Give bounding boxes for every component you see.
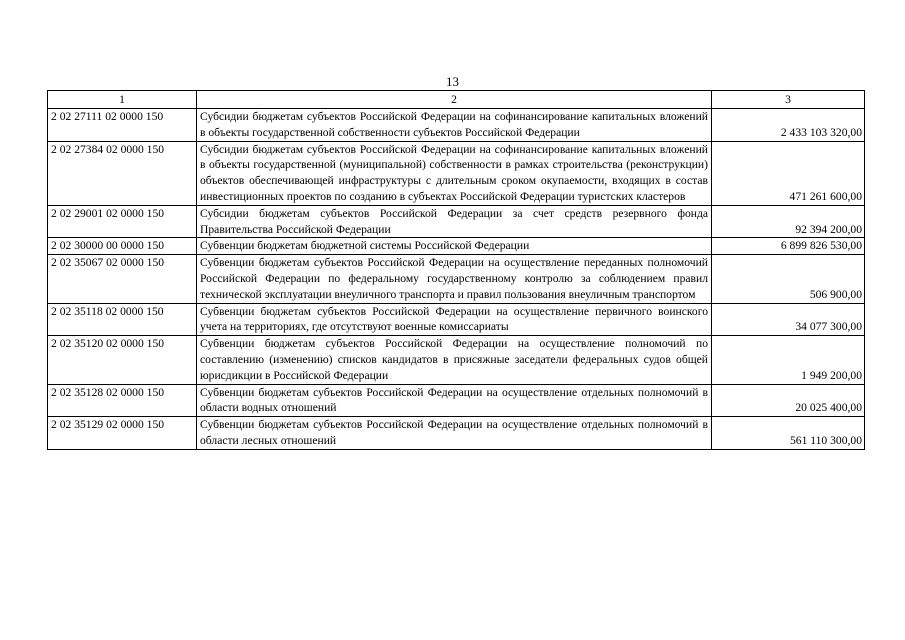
amount-cell: 6 899 826 530,00 [712, 238, 865, 255]
table-row [48, 238, 865, 255]
table-row [48, 384, 865, 417]
budget-code-cell: 2 02 35067 02 0000 150 [48, 255, 197, 303]
column-header-code: 1 [48, 91, 197, 109]
budget-code-cell: 2 02 35118 02 0000 150 [48, 303, 197, 336]
revenue-name-cell: Субсидии бюджетам субъектов Российской Федерации на софинансирование капитальных вложений в объекты государственной (муниципальной) собственности в рамках строительства (реконструкции) объектов обеспечивающей инфраструктуры с длительным сроком окупаемости, входящих в состав инвестиционных проектов по созданию в субъектах Российской Федерации туристских кластеров [197, 141, 712, 205]
column-header-amount: 3 [712, 91, 865, 109]
amount-cell: 20 025 400,00 [712, 384, 865, 417]
revenue-name-cell: Субвенции бюджетам бюджетной системы Российской Федерации [197, 238, 712, 255]
budget-revenue-table [47, 90, 865, 450]
table-row [48, 109, 865, 142]
revenue-name-cell: Субвенции бюджетам субъектов Российской Федерации на осуществление первичного воинского учета на территориях, где отсутствуют военные комиссариаты [197, 303, 712, 336]
budget-code-cell: 2 02 35120 02 0000 150 [48, 336, 197, 384]
table-row [48, 141, 865, 205]
budget-code-cell: 2 02 29001 02 0000 150 [48, 205, 197, 238]
page-number: 13 [446, 74, 459, 89]
amount-cell: 1 949 200,00 [712, 336, 865, 384]
column-header-name: 2 [197, 91, 712, 109]
budget-code-cell: 2 02 27111 02 0000 150 [48, 109, 197, 142]
amount-cell: 506 900,00 [712, 255, 865, 303]
table-body [48, 91, 865, 450]
amount-cell: 471 261 600,00 [712, 141, 865, 205]
revenue-name-cell: Субсидии бюджетам субъектов Российской Федерации за счет средств резервного фонда Правительства Российской Федерации [197, 205, 712, 238]
table-row [48, 336, 865, 384]
revenue-name-cell: Субвенции бюджетам субъектов Российской Федерации на осуществление отдельных полномочий в области водных отношений [197, 384, 712, 417]
budget-code-cell: 2 02 35129 02 0000 150 [48, 417, 197, 450]
budget-code-cell: 2 02 30000 00 0000 150 [48, 238, 197, 255]
amount-cell: 561 110 300,00 [712, 417, 865, 450]
budget-code-cell: 2 02 27384 02 0000 150 [48, 141, 197, 205]
budget-code-cell: 2 02 35128 02 0000 150 [48, 384, 197, 417]
revenue-name-cell: Субвенции бюджетам субъектов Российской Федерации на осуществление отдельных полномочий в области лесных отношений [197, 417, 712, 450]
amount-cell: 2 433 103 320,00 [712, 109, 865, 142]
revenue-name-cell: Субвенции бюджетам субъектов Российской Федерации на осуществление полномочий по составлению (изменению) списков кандидатов в присяжные заседатели федеральных судов общей юрисдикции в Российской Федерации [197, 336, 712, 384]
table-row [48, 205, 865, 238]
table-header-row [48, 91, 865, 109]
revenue-name-cell: Субвенции бюджетам субъектов Российской Федерации на осуществление переданных полномочий Российской Федерации по федеральному государственному контролю за соблюдением правил технической эксплуатации внеуличного транспорта и правил пользования внеуличным транспортом [197, 255, 712, 303]
table-row [48, 303, 865, 336]
table-row [48, 255, 865, 303]
table-row [48, 417, 865, 450]
amount-cell: 92 394 200,00 [712, 205, 865, 238]
amount-cell: 34 077 300,00 [712, 303, 865, 336]
revenue-name-cell: Субсидии бюджетам субъектов Российской Федерации на софинансирование капитальных вложений в объекты государственной собственности субъектов Российской Федерации [197, 109, 712, 142]
